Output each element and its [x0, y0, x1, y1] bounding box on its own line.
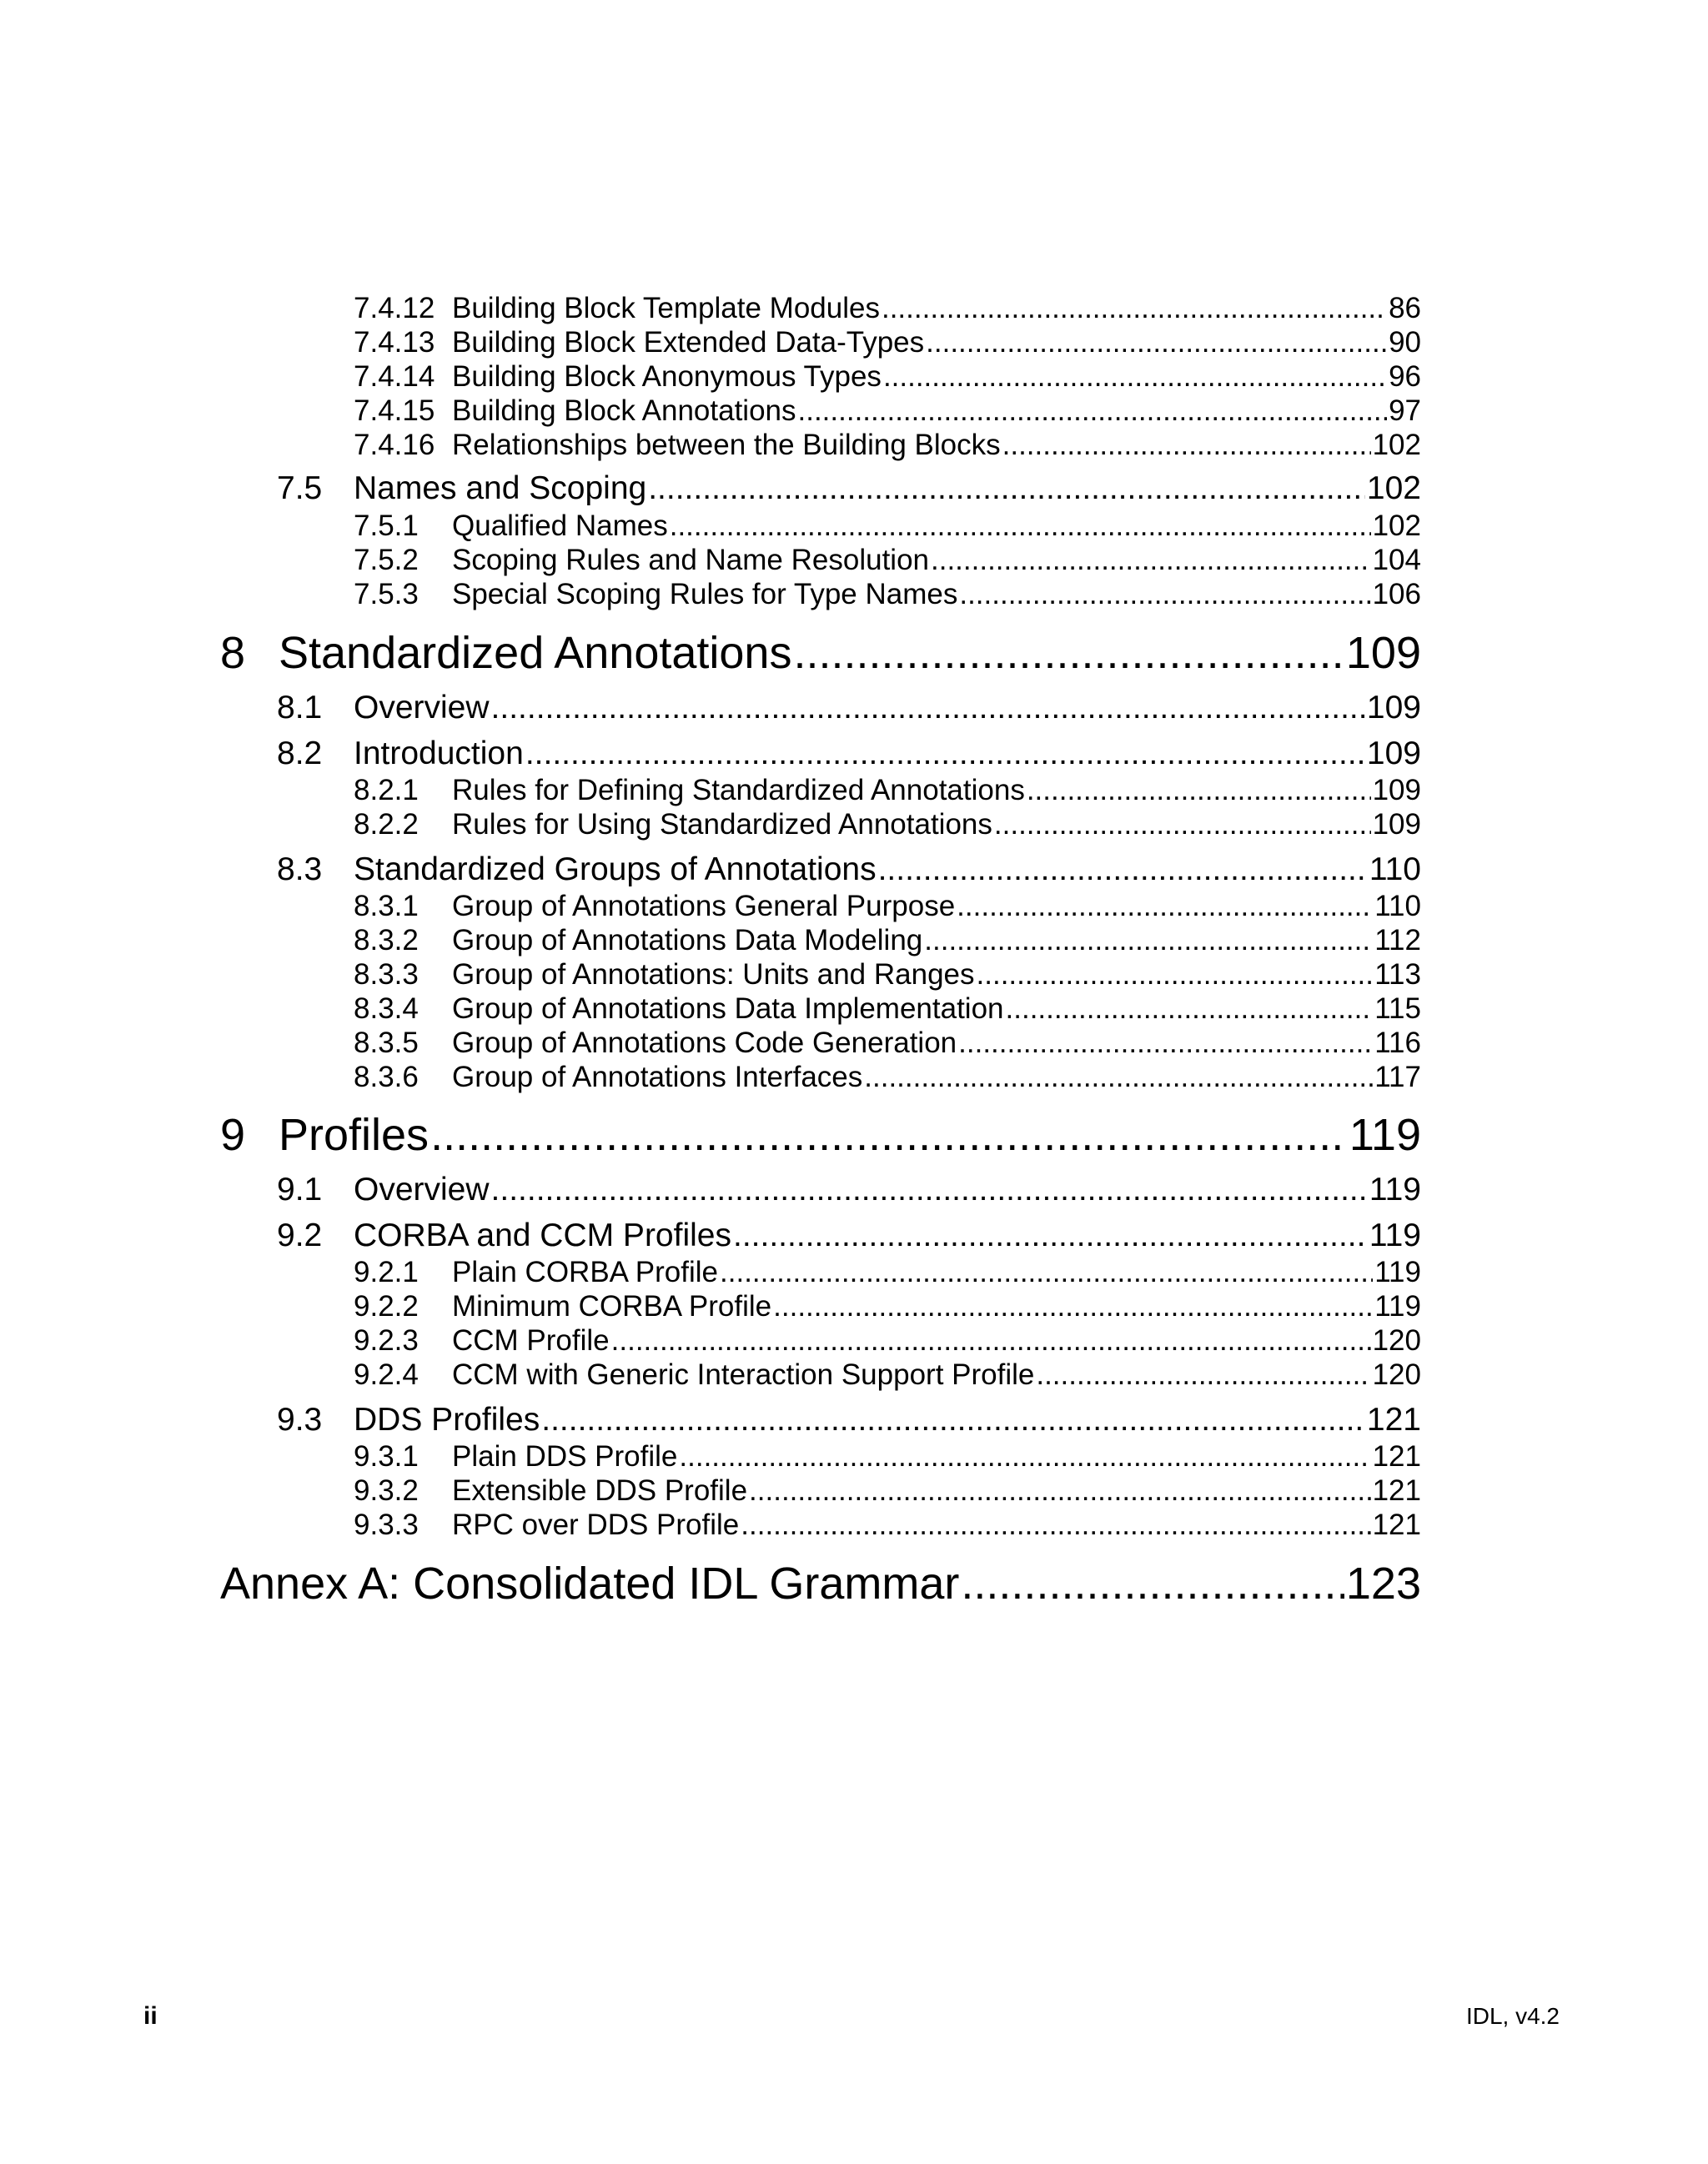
toc-entry-number: 7.4.12	[354, 292, 435, 324]
toc-entry-title: Group of Annotations General Purpose	[452, 890, 956, 922]
toc-entry-page: 119	[1369, 1218, 1421, 1253]
toc-entry-title: Rules for Defining Standardized Annotations	[452, 774, 1025, 806]
toc-dot-leader	[679, 1440, 1370, 1474]
toc-entry-title: Annex A: Consolidated IDL Grammar	[220, 1559, 960, 1609]
toc-entry-title: Extensible DDS Profile	[452, 1474, 748, 1507]
toc-entry-title: Overview	[354, 690, 490, 726]
toc-dot-leader	[648, 469, 1365, 508]
footer-doc-label: IDL, v4.2	[1465, 2003, 1560, 2029]
toc-entry-page: 123	[1345, 1559, 1421, 1609]
toc-entry-page: 109	[1345, 628, 1421, 678]
toc-entry[interactable]	[354, 1061, 1421, 1094]
toc-entry-page: 121	[1366, 1402, 1421, 1438]
toc-entry-title: DDS Profiles	[354, 1402, 540, 1438]
toc-entry[interactable]	[354, 890, 1421, 923]
toc-entry-page: 119	[1369, 1172, 1421, 1208]
toc-entry[interactable]	[354, 958, 1421, 992]
toc-dot-leader	[958, 1027, 1373, 1060]
toc-entry-page: 115	[1374, 992, 1421, 1025]
toc-entry-number: 7.4.15	[354, 394, 435, 427]
toc-entry[interactable]	[354, 544, 1421, 577]
toc-entry-number: 8.2	[277, 736, 323, 771]
toc-entry-title: CCM with Generic Interaction Support Profile	[452, 1358, 1035, 1391]
toc-dot-leader	[878, 851, 1368, 889]
toc-entry-page: 121	[1372, 1440, 1421, 1473]
toc-entry-number: 7.4.16	[354, 429, 435, 461]
toc-dot-leader	[994, 808, 1371, 841]
toc-dot-leader	[883, 360, 1387, 394]
toc-dot-leader	[959, 578, 1370, 611]
toc-dot-leader	[924, 924, 1373, 957]
toc-entry[interactable]	[354, 774, 1421, 807]
toc-entry-title: Plain DDS Profile	[452, 1440, 678, 1473]
toc-entry-title: CORBA and CCM Profiles	[354, 1218, 731, 1253]
toc-dot-leader	[1002, 429, 1371, 462]
toc-entry-page: 97	[1389, 394, 1421, 427]
toc-entry-page: 109	[1372, 808, 1421, 841]
toc-entry-page: 106	[1372, 578, 1421, 610]
toc-entry-title: Group of Annotations Code Generation	[452, 1027, 957, 1059]
toc-dot-leader	[931, 544, 1371, 577]
toc-dot-leader	[773, 1290, 1373, 1323]
toc-entry[interactable]	[277, 851, 1421, 889]
toc-dot-leader	[611, 1324, 1371, 1358]
toc-entry[interactable]	[277, 1171, 1421, 1209]
toc-entry-number: 7.4.13	[354, 326, 435, 359]
toc-dot-leader	[741, 1509, 1370, 1542]
toc-entry-title: Overview	[354, 1172, 490, 1208]
toc-entry-page: 102	[1372, 429, 1421, 461]
toc-entry[interactable]	[354, 1474, 1421, 1508]
toc-entry-number: 8.3	[277, 851, 323, 887]
toc-entry-title: Group of Annotations Data Implementation	[452, 992, 1004, 1025]
toc-entry-number: 8.1	[277, 690, 323, 726]
toc-dot-leader	[1006, 992, 1374, 1026]
toc-entry[interactable]	[277, 469, 1421, 508]
toc-dot-leader	[926, 326, 1387, 359]
toc-entry-number: 8	[220, 628, 246, 678]
toc-entry-page: 120	[1372, 1324, 1421, 1357]
toc-entry[interactable]	[277, 689, 1421, 727]
toc-entry-title: Profiles	[279, 1110, 430, 1160]
toc-entry-title: Qualified Names	[452, 510, 668, 542]
toc-entry-page: 110	[1369, 851, 1421, 887]
toc-entry-number: 7.5	[277, 470, 323, 506]
toc-dot-leader	[798, 394, 1388, 428]
toc-entry-title: Group of Annotations: Units and Ranges	[452, 958, 975, 991]
toc-entry-number: 8.3.3	[354, 958, 419, 991]
toc-entry[interactable]	[354, 429, 1421, 462]
toc-entry-title: Group of Annotations Data Modeling	[452, 924, 923, 956]
toc-entry-annex[interactable]	[220, 1558, 1421, 1609]
toc-entry[interactable]	[354, 1358, 1421, 1392]
toc-entry-number: 9.2.2	[354, 1290, 419, 1323]
toc-entry-number: 9.2.3	[354, 1324, 419, 1357]
toc-entry-title: Building Block Annotations	[452, 394, 796, 427]
toc-entry-title: Names and Scoping	[354, 470, 647, 506]
toc-entry[interactable]	[354, 326, 1421, 359]
toc-entry[interactable]	[354, 1027, 1421, 1060]
toc-entry-title: Plain CORBA Profile	[452, 1256, 719, 1288]
toc-entry-page: 102	[1372, 510, 1421, 542]
toc-entry-number: 9.3.2	[354, 1474, 419, 1507]
toc-entry-number: 9	[220, 1110, 246, 1160]
footer-page-number: ii	[143, 2002, 158, 2030]
toc-entry-page: 117	[1374, 1061, 1421, 1093]
toc-dot-leader	[977, 958, 1374, 992]
toc-entry-page: 104	[1372, 544, 1421, 576]
toc-entry-page: 112	[1374, 924, 1421, 956]
toc-dot-leader	[864, 1061, 1373, 1094]
toc-entry-number: 9.2.1	[354, 1256, 419, 1288]
toc-entry[interactable]	[354, 924, 1421, 957]
toc-entry[interactable]	[277, 735, 1421, 773]
toc-entry-number: 7.5.1	[354, 510, 419, 542]
toc-entry[interactable]	[354, 1440, 1421, 1474]
toc-dot-leader	[961, 1558, 1344, 1609]
toc-entry-number: 8.3.6	[354, 1061, 419, 1093]
toc-entry-number: 8.3.1	[354, 890, 419, 922]
toc-entry-title: Group of Annotations Interfaces	[452, 1061, 863, 1093]
toc-dot-leader	[430, 1109, 1348, 1161]
toc-entry[interactable]	[354, 360, 1421, 394]
toc-entry-title: Rules for Using Standardized Annotations	[452, 808, 992, 841]
toc-entry-title: Standardized Groups of Annotations	[354, 851, 877, 887]
toc-entry-page: 96	[1389, 360, 1421, 393]
toc-dot-leader	[1036, 1358, 1370, 1392]
toc-entry[interactable]	[354, 992, 1421, 1026]
toc-entry-page: 86	[1389, 292, 1421, 324]
toc-entry-page: 119	[1349, 1110, 1421, 1160]
toc-entry-number: 8.3.5	[354, 1027, 419, 1059]
toc-entry[interactable]	[277, 1401, 1421, 1439]
toc-entry-page: 119	[1374, 1256, 1421, 1288]
toc-entry-title: Building Block Anonymous Types	[452, 360, 882, 393]
toc-entry-number: 9.2.4	[354, 1358, 419, 1391]
toc-entry-number: 9.3.3	[354, 1509, 419, 1541]
toc-entry-number: 8.3.4	[354, 992, 419, 1025]
toc-entry-page: 119	[1374, 1290, 1421, 1323]
toc-entry[interactable]	[220, 1109, 1421, 1161]
toc-dot-leader	[957, 890, 1373, 923]
toc-entry[interactable]	[354, 1509, 1421, 1542]
toc-entry[interactable]	[354, 1290, 1421, 1323]
toc-entry[interactable]	[354, 394, 1421, 428]
toc-dot-leader	[670, 510, 1371, 543]
toc-entry-number: 7.4.14	[354, 360, 435, 393]
toc-entry[interactable]	[354, 292, 1421, 325]
toc-entry-page: 109	[1366, 736, 1421, 771]
toc-entry-page: 109	[1372, 774, 1421, 806]
toc-entry-page: 116	[1374, 1027, 1421, 1059]
toc-dot-leader	[525, 735, 1365, 773]
toc-entry-page: 120	[1372, 1358, 1421, 1391]
toc-entry-title: Building Block Extended Data-Types	[452, 326, 925, 359]
toc-dot-leader	[749, 1474, 1371, 1508]
toc-entry-number: 8.2.1	[354, 774, 419, 806]
toc-entry-title: Relationships between the Building Blocks	[452, 429, 1001, 461]
toc-entry-title: Minimum CORBA Profile	[452, 1290, 772, 1323]
toc-entry-number: 7.5.3	[354, 578, 419, 610]
toc-dot-leader	[491, 689, 1365, 727]
toc-entry-page: 121	[1372, 1474, 1421, 1507]
toc-dot-leader	[541, 1401, 1365, 1439]
toc-entry-number: 7.5.2	[354, 544, 419, 576]
toc-dot-leader	[882, 292, 1387, 325]
toc-entry[interactable]	[354, 510, 1421, 543]
toc-entry-number: 9.1	[277, 1172, 323, 1208]
toc-entry-title: Introduction	[354, 736, 524, 771]
toc-entry-page: 121	[1372, 1509, 1421, 1541]
toc-entry-title: CCM Profile	[452, 1324, 610, 1357]
toc-entry-number: 8.2.2	[354, 808, 419, 841]
toc-dot-leader	[720, 1256, 1373, 1289]
toc-entry-title: Scoping Rules and Name Resolution	[452, 544, 929, 576]
toc-entry-page: 90	[1389, 326, 1421, 359]
toc-entry[interactable]	[354, 578, 1421, 611]
toc-dot-leader	[1027, 774, 1371, 807]
toc-entry-page: 113	[1374, 958, 1421, 991]
toc-entry-page: 110	[1374, 890, 1421, 922]
toc-dot-leader	[491, 1171, 1368, 1209]
toc-entry-number: 9.3.1	[354, 1440, 419, 1473]
toc-entry[interactable]	[354, 808, 1421, 841]
toc-entry-title: RPC over DDS Profile	[452, 1509, 740, 1541]
toc-entry-title: Building Block Template Modules	[452, 292, 880, 324]
toc-entry-number: 9.2	[277, 1218, 323, 1253]
toc-entry-title: Special Scoping Rules for Type Names	[452, 578, 958, 610]
toc-entry-number: 8.3.2	[354, 924, 419, 956]
toc-entry[interactable]	[277, 1217, 1421, 1255]
toc-dot-leader	[733, 1217, 1368, 1255]
toc-entry-page: 109	[1366, 690, 1421, 726]
toc-entry-page: 102	[1366, 470, 1421, 506]
toc-entry-title: Standardized Annotations	[279, 628, 792, 678]
toc-entry-number: 9.3	[277, 1402, 323, 1438]
toc-entry[interactable]	[354, 1324, 1421, 1358]
toc-entry[interactable]	[220, 627, 1421, 679]
toc-entry[interactable]	[354, 1256, 1421, 1289]
toc-dot-leader	[793, 627, 1344, 679]
